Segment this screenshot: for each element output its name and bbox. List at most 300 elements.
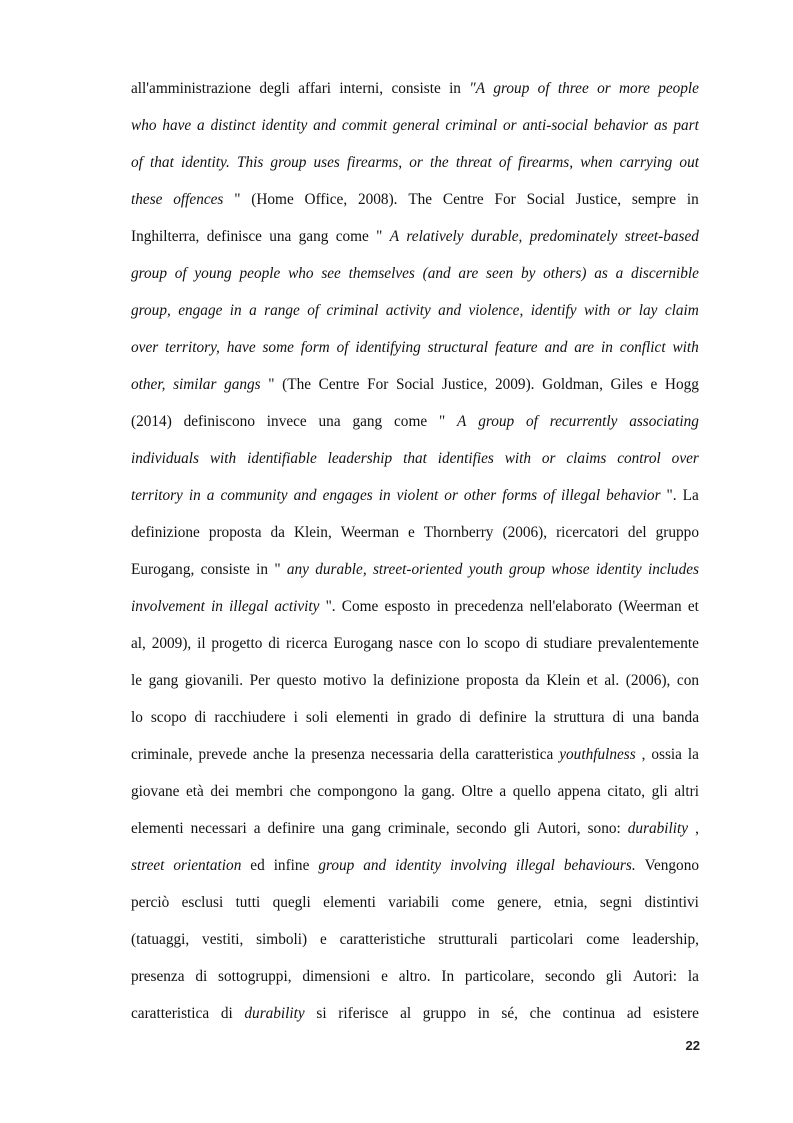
italic-word: over — [671, 450, 699, 467]
word: Social — [395, 376, 435, 393]
italic-word: forms — [502, 487, 538, 504]
word: simboli) — [256, 931, 308, 948]
italic-word: structural — [427, 339, 488, 356]
word: della — [439, 746, 470, 763]
text-line — [131, 810, 699, 847]
italic-word: identity. — [180, 154, 230, 171]
italic-word: three — [557, 80, 589, 97]
word: il — [197, 635, 206, 652]
italic-word: durable, — [315, 561, 367, 578]
italic-word: predominately — [529, 228, 618, 245]
italic-word: identity — [261, 117, 308, 134]
italic-word: individuals — [131, 450, 199, 467]
word: Klein — [546, 672, 581, 689]
word: caratteristica — [131, 1005, 210, 1022]
word: (The — [282, 376, 312, 393]
italic-word: with — [504, 450, 532, 467]
word: Centre — [318, 376, 360, 393]
text-line — [131, 588, 699, 625]
word: come — [586, 931, 620, 948]
word: e — [650, 376, 658, 393]
text-line — [131, 921, 699, 958]
italic-word: have — [162, 117, 192, 134]
italic-word: This — [236, 154, 264, 171]
word: La — [682, 487, 699, 504]
italic-word: of — [174, 265, 187, 282]
italic-word: group, — [131, 302, 171, 319]
word: come — [335, 228, 369, 245]
text-line — [131, 70, 699, 107]
italic-word: gangs — [224, 376, 261, 393]
word: Hogg — [664, 376, 699, 393]
italic-word: more — [619, 80, 650, 97]
word: In — [441, 968, 455, 985]
word: lo — [466, 635, 479, 652]
italic-word: with — [583, 302, 611, 319]
word: quello — [512, 783, 551, 800]
italic-word: threat — [455, 154, 492, 171]
word: secondo — [544, 968, 596, 985]
word: e — [408, 524, 415, 541]
word: una — [269, 228, 292, 245]
word: una — [322, 820, 345, 837]
word: particolare, — [464, 968, 535, 985]
italic-word: criminal — [326, 302, 379, 319]
italic-word: other — [463, 487, 497, 504]
italic-word: engages — [322, 487, 373, 504]
word: Klein, — [293, 524, 332, 541]
word: (2014) — [131, 413, 172, 430]
word: di — [612, 709, 625, 726]
word: all'amministrazione — [131, 80, 251, 97]
word: " — [268, 376, 275, 393]
word: motivo — [323, 672, 367, 689]
word: esclusi — [181, 894, 224, 911]
italic-word: whose — [551, 561, 590, 578]
page-body-text — [131, 70, 699, 1032]
word: ricercatori — [556, 524, 619, 541]
italic-word: offences — [173, 191, 224, 208]
word: in — [449, 80, 461, 97]
word: Autori: — [632, 968, 678, 985]
italic-word: and — [438, 302, 462, 319]
word: soli — [305, 709, 328, 726]
word: sempre — [631, 191, 677, 208]
word: definire — [479, 709, 527, 726]
word: Eurogang — [333, 635, 393, 652]
word: 2009), — [151, 635, 192, 652]
word: presenza — [131, 968, 185, 985]
word: che — [529, 1005, 551, 1022]
word: i — [293, 709, 298, 726]
italic-word: street-based — [624, 228, 699, 245]
word: Weerman — [340, 524, 399, 541]
italic-word: community — [220, 487, 288, 504]
text-line — [131, 403, 699, 440]
word: altro. — [398, 968, 431, 985]
italic-word: of — [537, 80, 550, 97]
italic-word: street — [131, 857, 165, 874]
word: in — [477, 1005, 490, 1022]
word: sé, — [501, 1005, 518, 1022]
italic-word: a — [206, 487, 215, 504]
word: proposta — [208, 524, 262, 541]
word: dei — [210, 783, 230, 800]
word: " — [438, 413, 446, 430]
italic-word: people — [239, 265, 281, 282]
word: la — [687, 968, 699, 985]
text-line — [131, 181, 699, 218]
italic-word: territory — [131, 487, 183, 504]
italic-word: identifiable — [247, 450, 317, 467]
italic-word: range — [264, 302, 300, 319]
word: definizione — [131, 524, 200, 541]
italic-word: firearms, — [347, 154, 403, 171]
word: nasce — [398, 635, 433, 652]
word: (Home — [251, 191, 294, 208]
word: di — [220, 1005, 233, 1022]
word: distintivi — [644, 894, 699, 911]
word: al, — [131, 635, 146, 652]
text-line — [131, 699, 699, 736]
word: prevede — [198, 746, 247, 763]
word: strutturali — [438, 931, 498, 948]
italic-word: group — [509, 561, 545, 578]
italic-word: lay — [638, 302, 658, 319]
word: da — [270, 524, 285, 541]
text-line — [131, 292, 699, 329]
word: al. — [604, 672, 620, 689]
word: in — [396, 709, 409, 726]
word: la — [373, 672, 385, 689]
word: (2006), — [625, 672, 671, 689]
italic-word: carrying — [619, 154, 673, 171]
italic-word: recurrently — [549, 413, 618, 430]
italic-word: that — [150, 154, 174, 171]
word: del — [627, 524, 647, 541]
word: gli — [605, 968, 623, 985]
italic-word: with — [672, 339, 699, 356]
word: gang — [148, 672, 179, 689]
word: si — [316, 1005, 327, 1022]
italic-word: or — [409, 154, 423, 171]
word: banda — [662, 709, 699, 726]
word: secondo — [456, 820, 507, 837]
word: caratteristiche — [339, 931, 426, 948]
italic-word: A — [389, 228, 400, 245]
italic-word: in — [378, 487, 391, 504]
word: compongono — [317, 783, 398, 800]
italic-word: general — [392, 117, 440, 134]
text-line — [131, 440, 699, 477]
italic-word: claims — [566, 450, 607, 467]
italic-word: or — [597, 80, 611, 97]
italic-word: or — [444, 487, 458, 504]
italic-word: criminal — [445, 117, 498, 134]
word: una — [632, 709, 655, 726]
italic-word: young — [194, 265, 232, 282]
word: giovane — [131, 783, 180, 800]
word: struttura — [553, 709, 605, 726]
word: gang — [352, 413, 383, 430]
word: , — [695, 820, 699, 837]
word: Justice, — [441, 376, 488, 393]
word: definire — [267, 820, 316, 837]
word: gli — [651, 783, 668, 800]
word: Eurogang, — [131, 561, 195, 578]
italic-word: and — [293, 487, 317, 504]
italic-word: leadership — [327, 450, 393, 467]
italic-word: commit — [341, 117, 387, 134]
italic-word: discernible — [631, 265, 699, 282]
italic-word: group — [270, 154, 307, 171]
italic-word: in — [211, 598, 223, 615]
italic-word: or — [541, 450, 556, 467]
word: di — [194, 709, 207, 726]
word: con — [438, 635, 461, 652]
word: a — [253, 820, 261, 837]
text-line — [131, 736, 699, 773]
word: riferisce — [338, 1005, 389, 1022]
italic-word: and — [313, 117, 337, 134]
word: di — [195, 968, 208, 985]
word: particolari — [510, 931, 574, 948]
italic-word: or — [617, 302, 632, 319]
word: affari — [298, 80, 332, 97]
word: gruppo — [655, 524, 699, 541]
italic-word: seen — [486, 265, 514, 282]
word: gang. — [421, 783, 455, 800]
text-line — [131, 551, 699, 588]
italic-word: uses — [313, 154, 340, 171]
italic-word: conflict — [619, 339, 666, 356]
word: anche — [252, 746, 289, 763]
italic-word: as — [594, 265, 608, 282]
text-line — [131, 958, 699, 995]
word: Inghilterra, — [131, 228, 200, 245]
italic-word: of — [336, 339, 349, 356]
word: leadership, — [632, 931, 699, 948]
italic-word: similar — [173, 376, 217, 393]
text-line — [131, 329, 699, 366]
text-line — [131, 107, 699, 144]
text-line — [131, 625, 699, 662]
italic-word: with — [209, 450, 237, 467]
word: Oltre — [461, 783, 493, 800]
italic-word: as — [653, 117, 668, 134]
word: segni — [599, 894, 633, 911]
word: dimensioni — [302, 968, 371, 985]
word: scopo — [484, 635, 520, 652]
italic-word: anti-social — [522, 117, 588, 134]
word: le — [131, 672, 143, 689]
word: perciò — [131, 894, 170, 911]
word: progetto — [211, 635, 263, 652]
word: (Weerman — [618, 598, 682, 615]
word: gli — [513, 820, 530, 837]
text-line — [131, 477, 699, 514]
italic-word: identify — [530, 302, 577, 319]
italic-word: identifies — [437, 450, 494, 467]
italic-word: relatively — [406, 228, 464, 245]
italic-word: (and — [422, 265, 451, 282]
italic-word: firearms, — [517, 154, 574, 171]
word: Vengono — [644, 857, 699, 874]
italic-word: group — [318, 857, 355, 874]
word: definiscono — [183, 413, 255, 430]
word: Centre — [442, 191, 484, 208]
word: una — [318, 413, 341, 430]
word: Per — [249, 672, 271, 689]
italic-word: of — [307, 302, 320, 319]
word: esistere — [653, 1005, 699, 1022]
word: ". — [666, 487, 677, 504]
word: la — [534, 709, 546, 726]
word: interni, — [339, 80, 384, 97]
word: et — [586, 672, 598, 689]
text-line — [131, 773, 699, 810]
word: Office, — [304, 191, 348, 208]
italic-word: A — [457, 413, 467, 430]
italic-word: youth — [468, 561, 503, 578]
italic-word: illegal — [229, 598, 269, 615]
word: in — [256, 561, 269, 578]
italic-word: a — [249, 302, 257, 319]
word: Giles — [610, 376, 643, 393]
word: caratteristica — [475, 746, 554, 763]
word: la — [294, 746, 306, 763]
word: (2006), — [502, 524, 548, 541]
text-line — [131, 218, 699, 255]
word: Autori, — [536, 820, 581, 837]
word: definizione — [390, 672, 460, 689]
word: scopo — [150, 709, 187, 726]
word: grado — [416, 709, 452, 726]
word: gang — [351, 820, 381, 837]
italic-word: "A — [469, 80, 486, 97]
word: infine — [273, 857, 310, 874]
italic-word: see — [321, 265, 341, 282]
italic-word: activity — [385, 302, 431, 319]
italic-word: illegal — [515, 857, 555, 874]
italic-word: out — [679, 154, 699, 171]
italic-word: group — [131, 265, 167, 282]
text-line — [131, 662, 699, 699]
word: ". — [325, 598, 336, 615]
italic-word: that — [403, 450, 427, 467]
italic-word: claim — [664, 302, 699, 319]
word: Goldman, — [542, 376, 603, 393]
italic-word: by — [520, 265, 536, 282]
italic-word: durability — [244, 1005, 305, 1022]
word: esposto — [384, 598, 431, 615]
italic-word: illegal — [561, 487, 601, 504]
italic-word: behavior — [593, 117, 649, 134]
italic-word: group — [478, 413, 515, 430]
italic-word: over — [131, 339, 159, 356]
word: appena — [557, 783, 601, 800]
italic-word: territory, — [165, 339, 220, 356]
italic-word: people — [658, 80, 699, 97]
word: necessari — [190, 820, 247, 837]
italic-word: identity — [595, 561, 642, 578]
italic-word: includes — [647, 561, 699, 578]
italic-word: form — [300, 339, 330, 356]
word: al — [400, 1005, 412, 1022]
word: " — [274, 561, 281, 578]
italic-word: and — [544, 339, 568, 356]
italic-word: associating — [629, 413, 699, 430]
italic-word: violence, — [468, 302, 524, 319]
italic-word: other, — [131, 376, 166, 393]
word: ed — [250, 857, 265, 874]
word: tutti — [235, 894, 261, 911]
word: gruppo — [422, 1005, 467, 1022]
word: in — [686, 191, 699, 208]
word: (tatuaggi, — [131, 931, 190, 948]
word: citato, — [607, 783, 646, 800]
word: proposta — [465, 672, 519, 689]
word: con — [676, 672, 699, 689]
word: invece — [266, 413, 307, 430]
word: consiste — [391, 80, 441, 97]
word: di — [459, 709, 472, 726]
word: etnia, — [553, 894, 588, 911]
italic-word: and — [363, 857, 387, 874]
word: necessaria — [370, 746, 434, 763]
italic-word: engage — [178, 302, 223, 319]
word: " — [234, 191, 241, 208]
italic-word: durable, — [470, 228, 523, 245]
word: 2009). — [494, 376, 535, 393]
word: di — [525, 635, 538, 652]
italic-word: identity — [395, 857, 442, 874]
word: studiare — [543, 635, 593, 652]
word: variabili — [388, 894, 440, 911]
word: ricerca — [286, 635, 328, 652]
italic-word: who — [288, 265, 314, 282]
italic-word: in — [188, 487, 201, 504]
word: la — [687, 746, 699, 763]
italic-word: when — [580, 154, 613, 171]
italic-word: some — [262, 339, 294, 356]
italic-word: orientation — [173, 857, 242, 874]
word: 2008). — [357, 191, 398, 208]
italic-word: group — [493, 80, 530, 97]
italic-word: or — [503, 117, 517, 134]
word: di — [268, 635, 281, 652]
word: a — [499, 783, 507, 800]
word: questo — [276, 672, 317, 689]
word: definisce — [206, 228, 262, 245]
italic-word: a — [197, 117, 205, 134]
word: Thornberry — [423, 524, 494, 541]
italic-word: any — [286, 561, 309, 578]
word: elementi — [131, 820, 184, 837]
italic-word: youthfulness — [559, 746, 636, 763]
italic-word: involvement — [131, 598, 205, 615]
word: criminale, — [131, 746, 193, 763]
word: sono: — [587, 820, 621, 837]
word: For — [494, 191, 516, 208]
italic-word: a — [615, 265, 624, 282]
word: , — [641, 746, 646, 763]
italic-word: in — [600, 339, 613, 356]
word: che — [289, 783, 311, 800]
word: come — [394, 413, 428, 430]
word: e — [381, 968, 388, 985]
word: vestiti, — [202, 931, 244, 948]
